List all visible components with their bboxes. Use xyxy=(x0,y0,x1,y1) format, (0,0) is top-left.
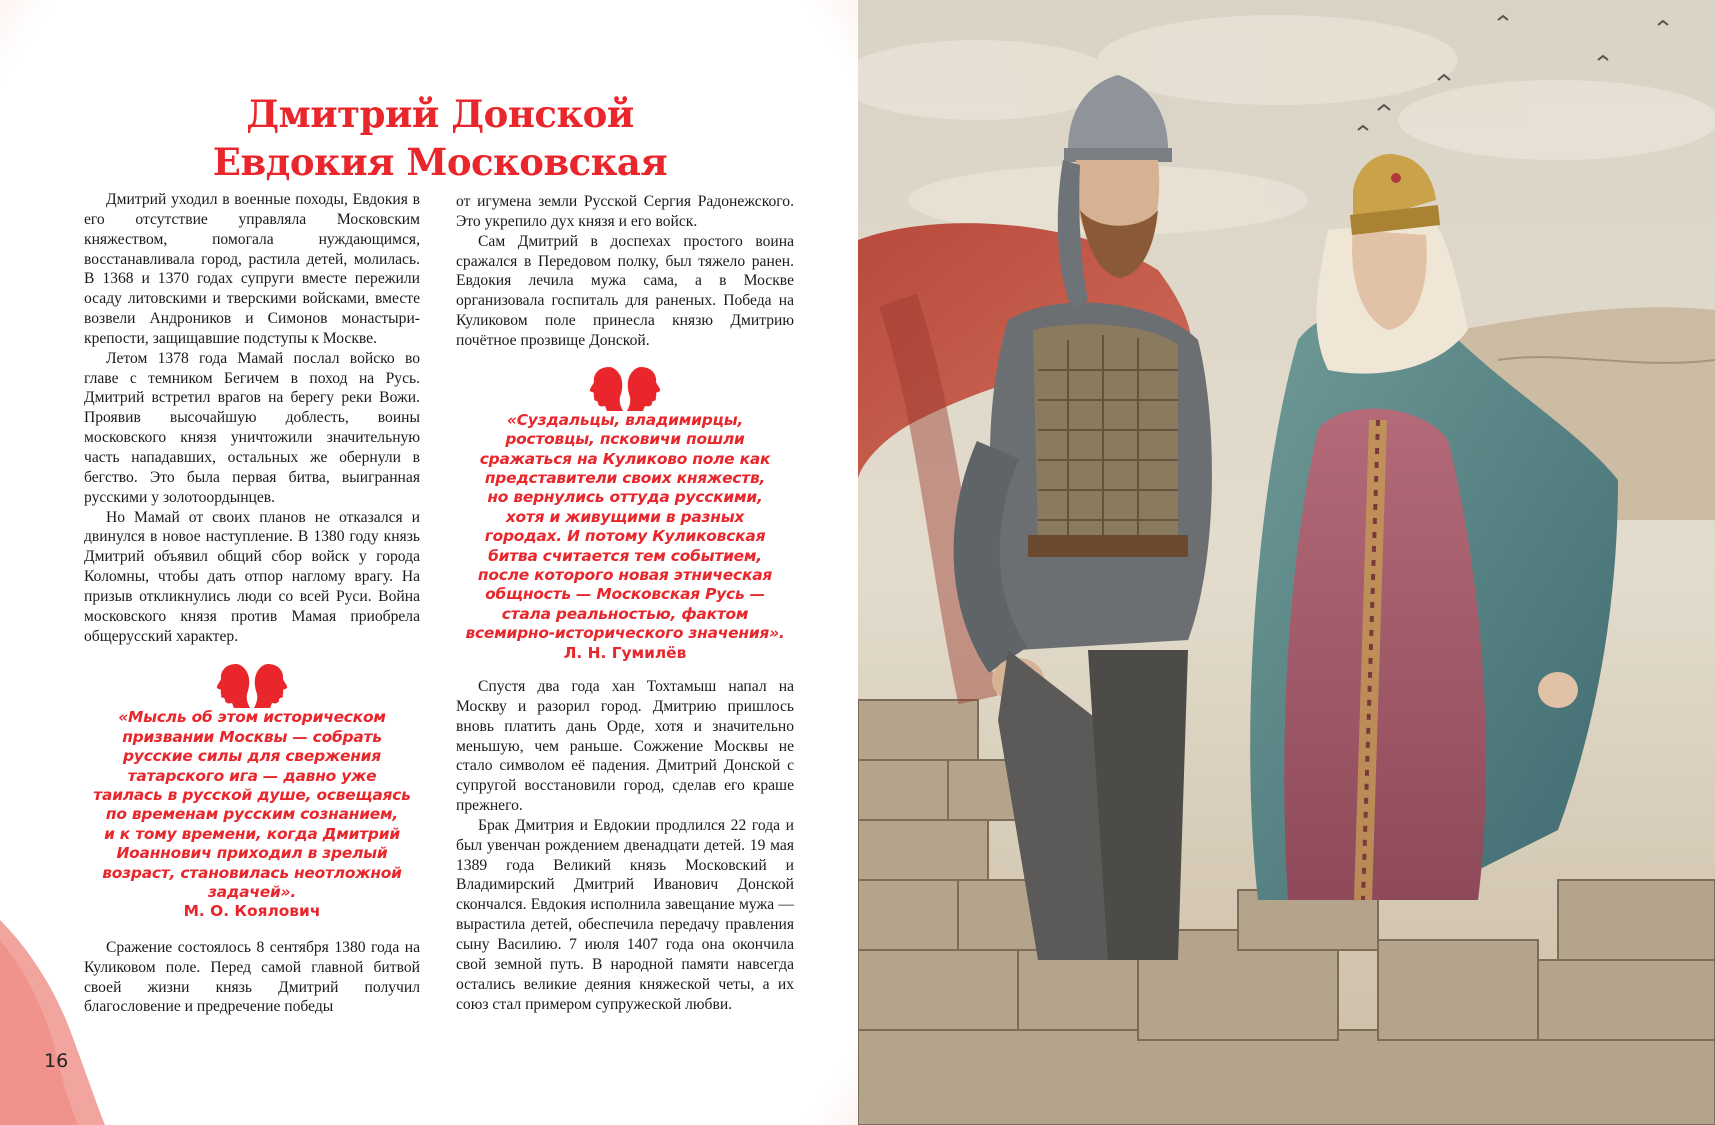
quote-text xyxy=(84,708,420,902)
quote-line: «Суздальцы, владимирцы, xyxy=(506,410,744,429)
quote-line: и к тому времени, когда Дмитрий xyxy=(104,824,400,843)
quote-line: после которого новая этническая xyxy=(477,566,773,584)
profiles-icon xyxy=(585,365,665,411)
paragraph: Сам Дмитрий в доспехах простого воина сражался в Передовом полку, был тяжело ранен. Евдокия лечила мужа сама, а в Москве организовала госпиталь для раненых. Победа на Куликовом поле принесла князю Дмитрию почётное прозвище Донской. xyxy=(456,232,794,349)
paragraph: Сражение состоялось 8 сентября 1380 года на Куликовом поле. Перед самой главной битвой своей жизни князь Дмитрий получил благословение и предречение победы xyxy=(84,938,420,1016)
quote-line: Иоаннович приходил в зрелый xyxy=(116,844,388,863)
quote-author: Л. Н. Гумилёв xyxy=(563,643,687,662)
title-line-2: Евдокия Московская xyxy=(212,140,668,184)
quote-line: русские силы для свержения xyxy=(123,747,381,766)
quote-line: задачей». xyxy=(208,883,296,902)
paragraph: Но Мамай от своих планов не отказался и двинулся в новое наступление. В 1380 году князь Дмитрий объявил общий сбор войск у города Коломны, чтобы дать отпор наглому врагу. На призыв откликнулись люди со всей Руси. Война московского князя против Мамая приобрела общерусский характер. xyxy=(84,508,420,645)
quote-author: М. О. Коялович xyxy=(183,902,321,921)
quote-line: таилась в русской душе, освещаясь xyxy=(93,786,411,805)
paragraph: Спустя два года хан Тохтамыш напал на Москву и разорил город. Дмитрию пришлось вновь платить дань Орде, хотя и значительно меньшую, чем раньше. Сожжение Москвы не стало символом её падения. Дмитрий Донской с супругой восстановили город, сделав его краше прежнего. xyxy=(456,678,794,815)
quote-block xyxy=(84,662,420,921)
page-title xyxy=(60,90,820,186)
quote-text xyxy=(456,411,794,644)
paragraph: Брак Дмитрия и Евдокии продлился 22 года и был увенчан рождением двенадцати детей. 19 мая 1389 года Великий князь Московский и Владимирский Дмитрий Иванович Донской скончался. Евдокия исполнила завещание мужа — вырастила детей, обеспечила передачу правления сыну Василию. 7 июля 1407 года она окончила свой земной путь. В народной памяти навсегда остались великие деяния княжеской четы, а их союз стал примером супружеской любви. xyxy=(456,816,794,1013)
illustration xyxy=(858,0,1715,1125)
quote-block xyxy=(456,365,794,663)
quote-line: всемирно-исторического значения». xyxy=(465,624,785,643)
title-line-1: Дмитрий Донской xyxy=(246,92,634,136)
quote-line: «Мысль об этом историческом xyxy=(118,708,386,727)
quote-line: возраст, становилась неотложной xyxy=(102,863,402,882)
illustration-dmitry-evdokia xyxy=(858,0,1715,1125)
quote-line: но вернулись оттуда русскими, xyxy=(487,488,763,507)
left-text-column xyxy=(84,190,420,1017)
paragraph: от игумена земли Русской Сергия Радонежского. Это укрепило дух князя и его войск. xyxy=(456,193,794,230)
paragraph: Дмитрий уходил в военные походы, Евдокия в его отсутствие управляла Московским княжеством, помогала нуждающимся, восстанавливала город, растила детей, молилась. В 1368 и 1370 годах супруги вместе пережили осаду литовскими и тверскими войсками, вместе возвели Андроников и Симонов монастыри-крепости, защищавшие подступы к Москве. xyxy=(84,191,420,347)
quote-line: стала реальностью, фактом xyxy=(501,604,749,623)
quote-line: призвании Москвы — собрать xyxy=(122,727,382,746)
quote-line: городах. И потому Куликовская xyxy=(484,527,766,546)
quote-line: по временам русским сознанием, xyxy=(105,805,399,824)
quote-line: общность — Московская Русь — xyxy=(485,585,765,604)
quote-line: татарского ига — давно уже xyxy=(127,766,377,785)
right-text-column xyxy=(456,192,794,1014)
paragraph: Летом 1378 года Мамай послал войско во главе с темником Бегичем в поход на Русь. Дмитрий встретил врагов на берегу реки Вожи. Проявив высочайшую доблесть, воины московского князя уничтожили значительную часть нападавших, остальных же обернули в бегство. Это была первая битва, выигранная русскими у золотоордынцев. xyxy=(84,349,420,506)
quote-line: битва считается тем событием, xyxy=(488,546,762,565)
quote-line: сражаться на Куликово поле как xyxy=(479,449,771,468)
quote-line: ростовцы, псковичи пошли xyxy=(505,430,745,449)
page-number: 16 xyxy=(44,1050,69,1072)
quote-line: хотя и живущими в разных xyxy=(505,507,745,526)
quote-line: представители своих княжеств, xyxy=(484,468,766,487)
profiles-icon xyxy=(212,662,292,708)
